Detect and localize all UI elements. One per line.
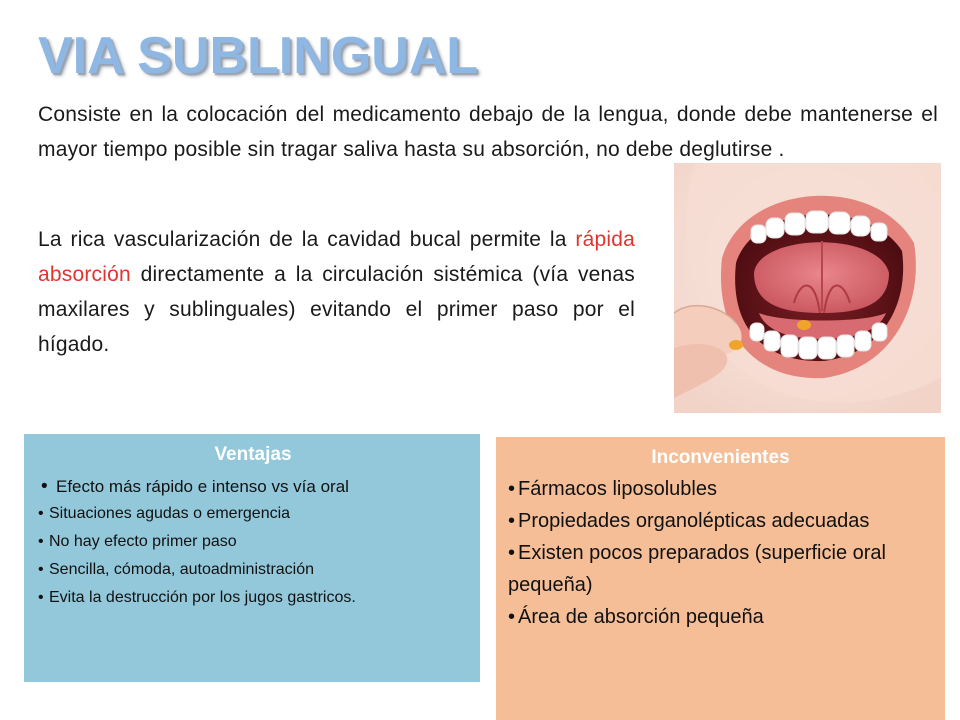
paragraph-text-after: directamente a la circulación sistémica (vía venas maxilares y sublinguales) evitando el primer paso por el hígado. bbox=[38, 263, 635, 356]
list-item-text: Propiedades organolépticas adecuadas bbox=[518, 510, 870, 532]
highlight-rapid-absorption: rápida absorción bbox=[38, 228, 635, 286]
advantages-box bbox=[24, 434, 480, 682]
vascularization-paragraph bbox=[38, 222, 635, 362]
disadvantages-title: Inconvenientes bbox=[651, 447, 790, 468]
definition-paragraph: Consiste en la colocación del medicamento debajo de la lengua, donde debe mantenerse el mayor tiempo posible sin tragar saliva hasta su absorción, no debe deglutirse . bbox=[38, 103, 938, 161]
list-item: • No hay efecto primer paso bbox=[38, 528, 468, 556]
list-item bbox=[508, 505, 933, 537]
advantages-list bbox=[38, 474, 468, 612]
list-item bbox=[508, 601, 933, 633]
list-item: • Efecto más rápido e intenso vs vía oral bbox=[38, 474, 468, 500]
sublingual-mouth-illustration bbox=[674, 163, 941, 413]
paragraph-text-before: La rica vascularización de la cavidad bucal permite la bbox=[38, 228, 576, 251]
list-item: • Evita la destrucción por los jugos gastricos. bbox=[38, 584, 468, 612]
bullet-icon: • bbox=[508, 606, 516, 628]
advantages-title: Ventajas bbox=[214, 444, 292, 465]
list-item: • Situaciones agudas o emergencia bbox=[38, 500, 468, 528]
bullet-icon: • bbox=[508, 510, 516, 532]
list-item-text: Existen pocos preparados (superficie oral pequeña) bbox=[508, 542, 886, 596]
list-item-text: Fármacos liposolubles bbox=[518, 478, 717, 500]
disadvantages-box bbox=[496, 437, 945, 720]
disadvantages-list bbox=[508, 473, 933, 633]
list-item bbox=[508, 473, 933, 505]
bullet-icon: • bbox=[508, 542, 516, 564]
bullet-icon: • bbox=[508, 478, 516, 500]
list-item-text: Área de absorción pequeña bbox=[518, 606, 764, 628]
list-item bbox=[508, 537, 933, 601]
list-item: • Sencilla, cómoda, autoadministración bbox=[38, 556, 468, 584]
slide-title: VIA SUBLINGUAL bbox=[38, 27, 479, 85]
mouth-pill-drawing bbox=[674, 163, 941, 413]
